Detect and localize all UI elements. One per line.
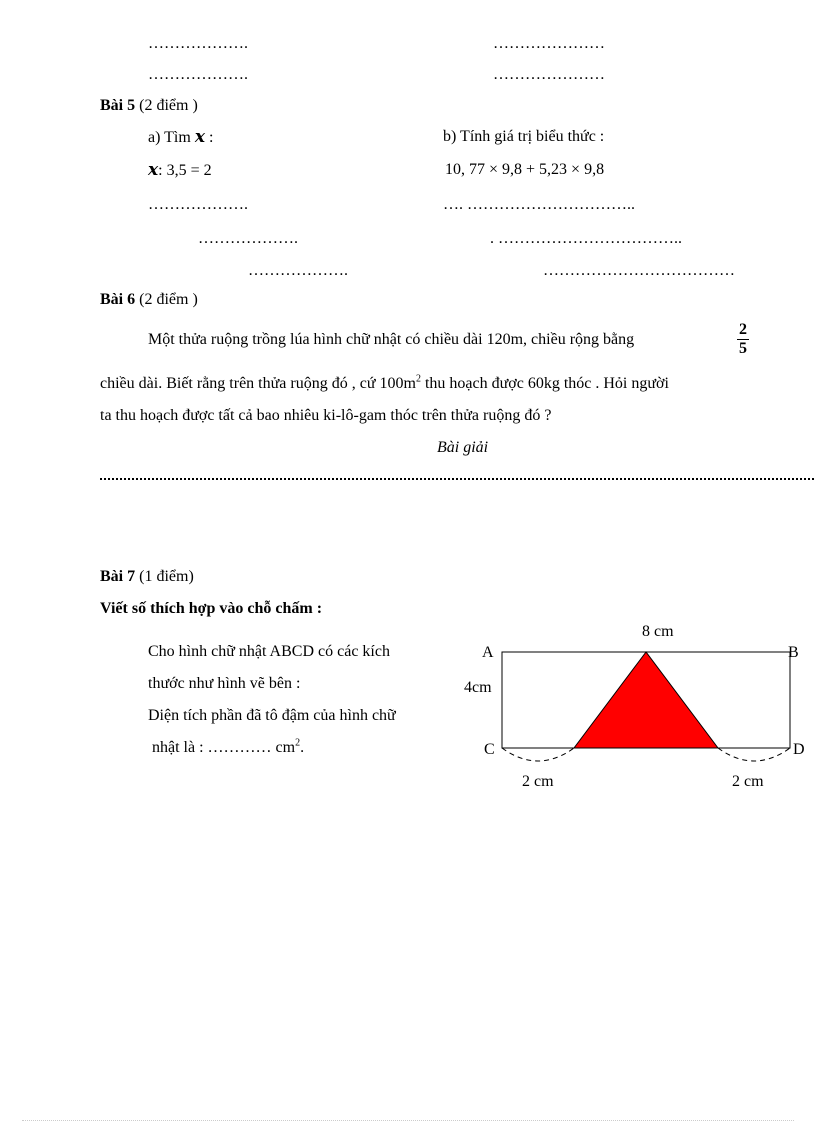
problem-line-2: chiều dài. Biết rằng trên thửa ruộng đó , cứ $100m^2$ thu hoạch được 60kg thóc . Hỏi người xyxy=(100,373,669,392)
expression-b: 10, 77 × 9,8 + 5,23 × 9,8 xyxy=(445,161,605,178)
shaded-triangle xyxy=(574,652,718,748)
exercise-points: (2 điểm ) xyxy=(139,97,198,114)
description-line: Diện tích phần đã tô đậm của hình chữ xyxy=(148,707,396,724)
part-b-label: b) Tính giá trị biểu thức : xyxy=(443,128,605,145)
answer-dots: ………………. xyxy=(248,262,348,279)
fraction-denominator: 5 xyxy=(739,340,747,357)
answer-dots: ………………. xyxy=(148,196,248,213)
exercise-6-heading xyxy=(100,290,198,310)
answer-dots: . …………………………….. xyxy=(490,230,682,247)
instruction: Viết số thích hợp vào chỗ chấm : xyxy=(100,600,323,617)
description-line: nhật là : ………… $cm^2$. xyxy=(152,737,305,756)
page-bottom-edge xyxy=(22,1120,794,1121)
solution-label: Bài giải xyxy=(437,439,489,456)
variable-x-symbol: x xyxy=(148,160,159,180)
fraction-numerator: 2 xyxy=(739,321,747,338)
fraction-two-fifths xyxy=(736,322,750,357)
answer-dots: ………………… xyxy=(493,66,605,83)
label-bottom-left: 2 cm xyxy=(522,773,554,790)
part-a-label: a) Tìm x : xyxy=(148,127,214,147)
label-bottom-right: 2 cm xyxy=(732,773,764,790)
answer-dots: ………………… xyxy=(493,35,605,52)
equation-a: x: 3,5 = 2 xyxy=(148,160,212,180)
rectangle-abcd xyxy=(502,652,790,748)
left-2cm-dashed-arc xyxy=(502,748,574,761)
vertex-d-label: D xyxy=(793,741,805,758)
exercise-title: Bài 6 xyxy=(100,291,136,308)
exercise-points: (1 điểm) xyxy=(139,568,194,585)
solution-dotted-line xyxy=(100,478,814,480)
answer-dots: ………………. xyxy=(148,35,248,52)
variable-x-symbol: x xyxy=(194,127,205,147)
answer-dots: ………………. xyxy=(198,230,298,247)
vertex-c-label: C xyxy=(484,741,495,758)
exercise-title: Bài 5 xyxy=(100,97,136,114)
problem-line-3: ta thu hoạch được tất cả bao nhiêu ki-lô-gam thóc trên thửa ruộng đó ? xyxy=(100,407,552,424)
label-height: 4cm xyxy=(464,679,492,696)
description-line: Cho hình chữ nhật ABCD có các kích xyxy=(148,643,390,660)
vertex-a-label: A xyxy=(482,644,494,661)
exercise-7-heading xyxy=(100,567,194,587)
answer-dots: …. ………………………….. xyxy=(443,196,635,213)
answer-dots: ……………………………… xyxy=(543,262,735,279)
problem-line-1: Một thửa ruộng trồng lúa hình chữ nhật có chiều dài 120m, chiều rộng bằng xyxy=(148,331,635,348)
answer-dots: ………………. xyxy=(148,66,248,83)
exercise-points: (2 điểm ) xyxy=(139,291,198,308)
label-top-length: 8 cm xyxy=(642,623,674,640)
right-2cm-dashed-arc xyxy=(718,748,790,761)
exercise-title: Bài 7 xyxy=(100,568,136,585)
exercise-5-heading xyxy=(100,96,198,116)
description-line: thước như hình vẽ bên : xyxy=(148,675,301,692)
vertex-b-label: B xyxy=(788,644,799,661)
